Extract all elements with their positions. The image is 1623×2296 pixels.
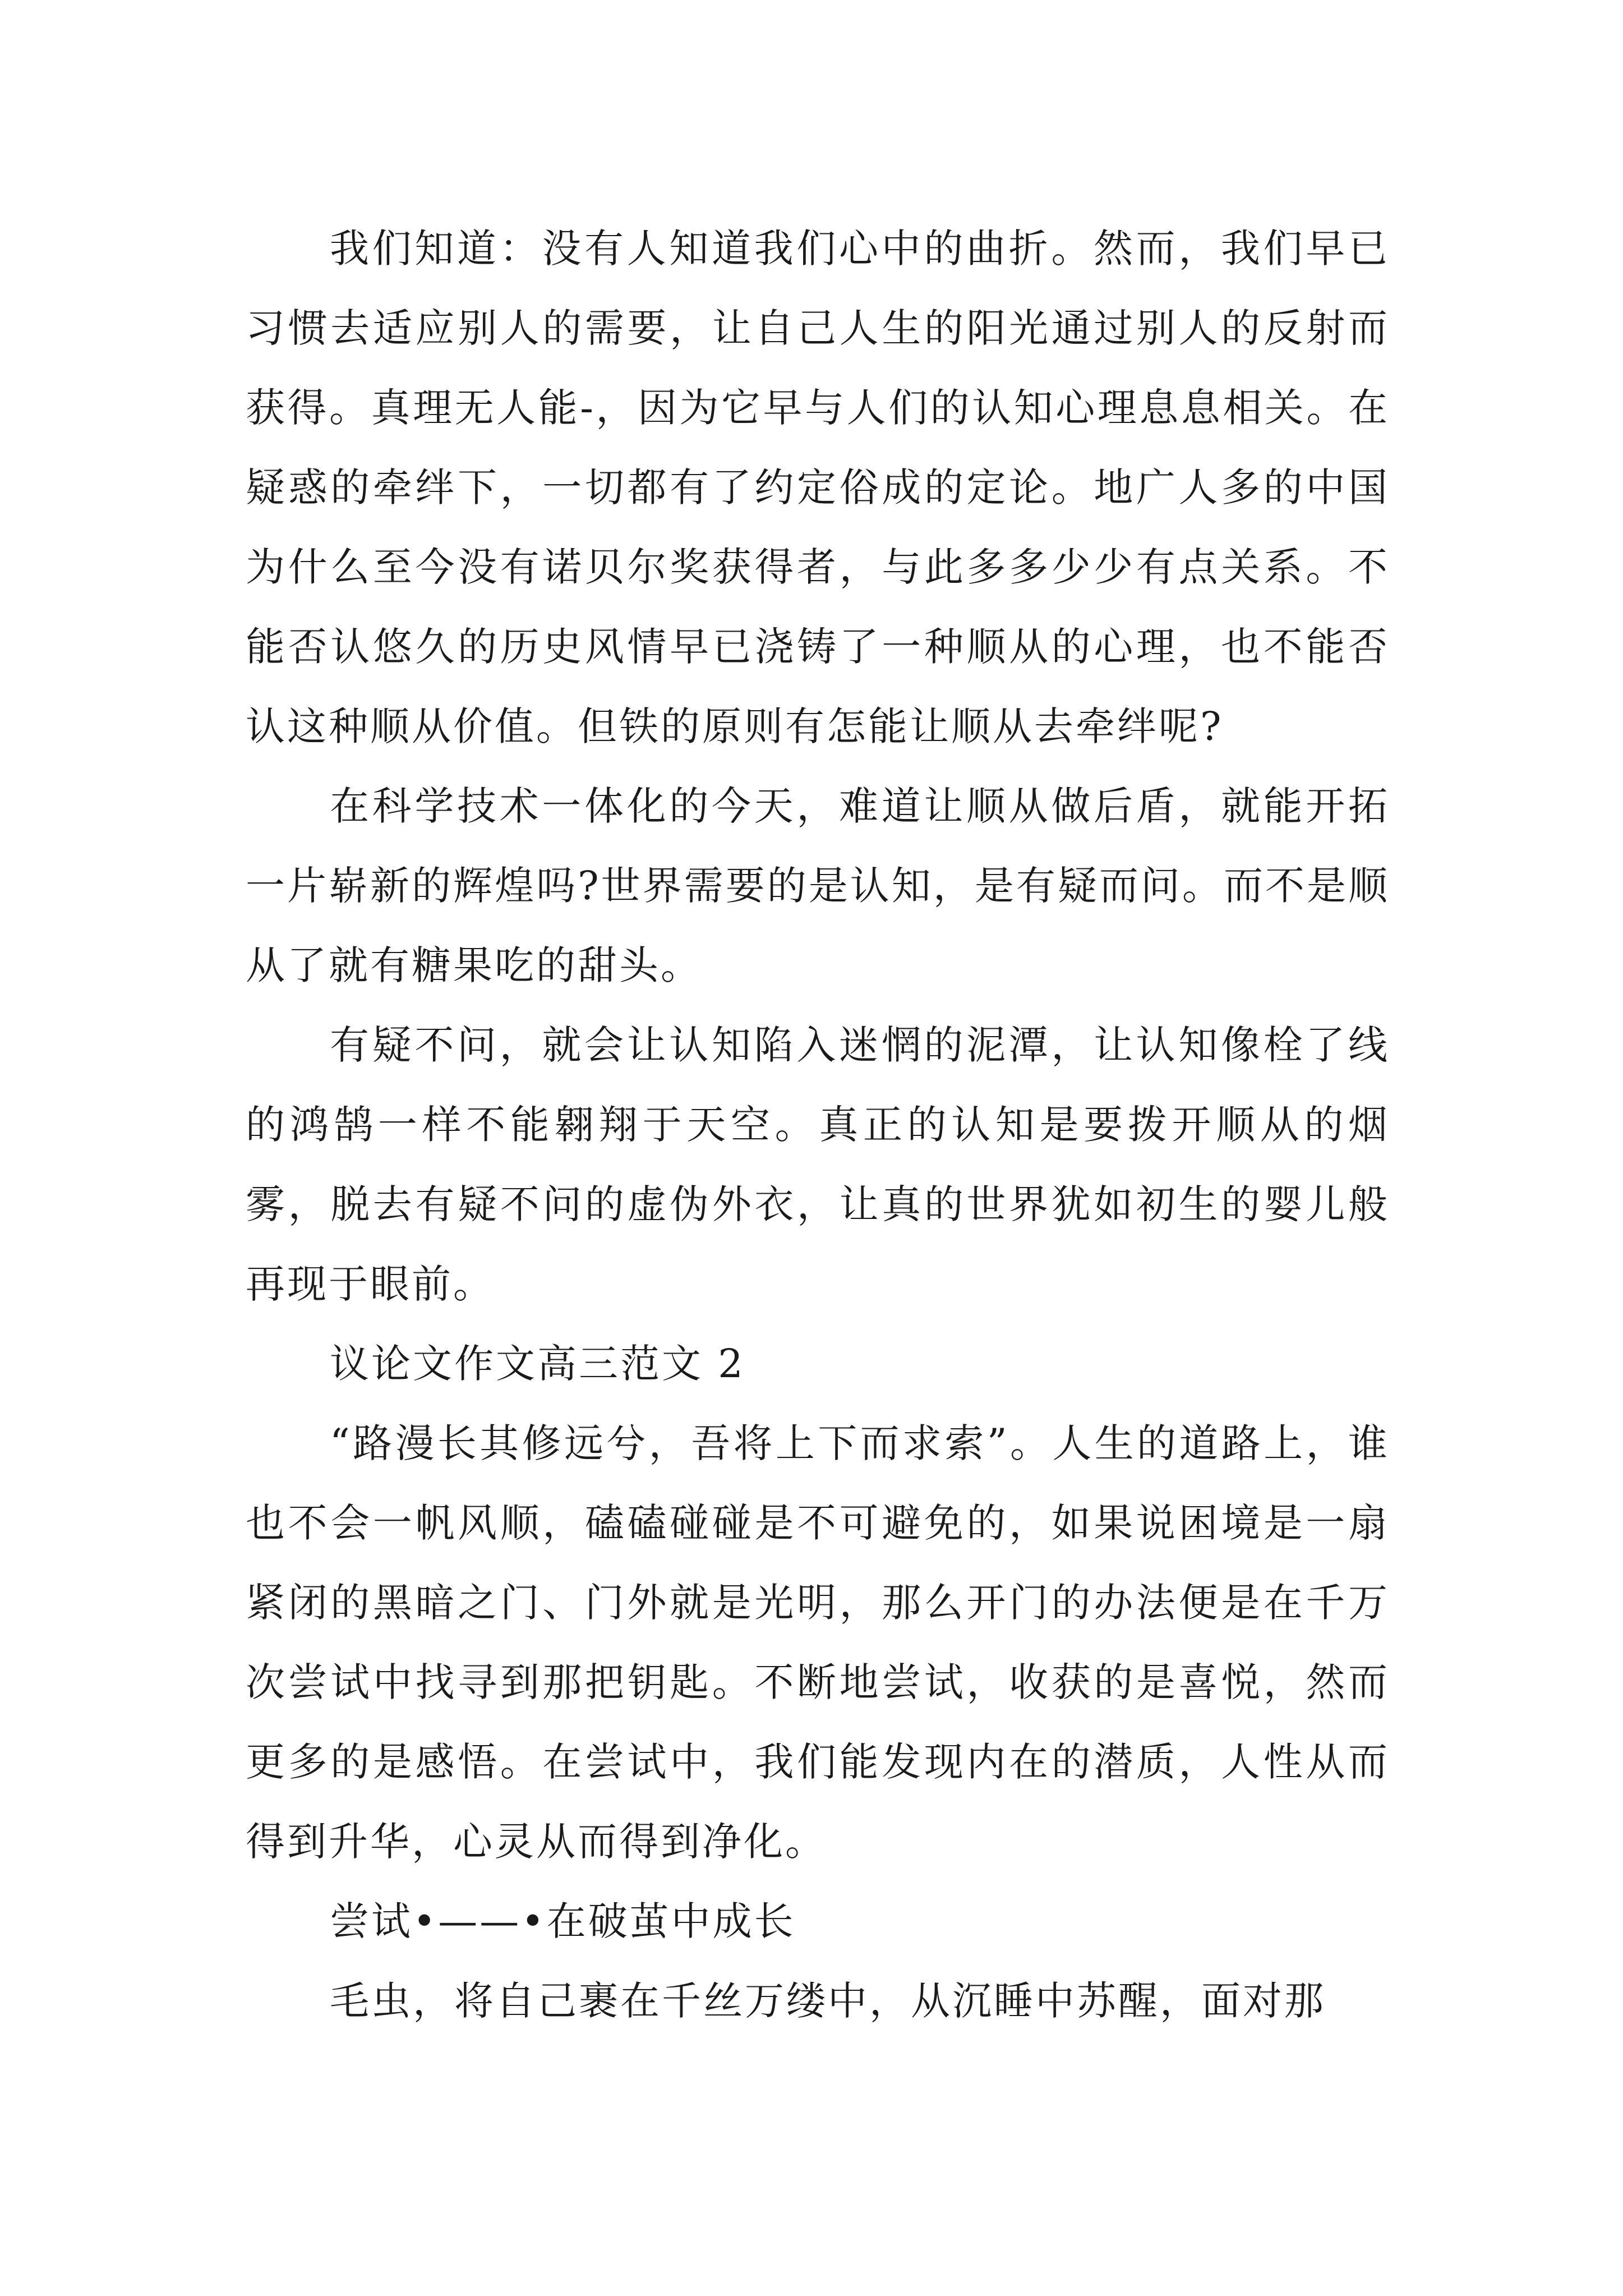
quote-paragraph: “路漫长其修远兮，吾将上下而求索”。人生的道路上，谁也不会一帆风顺，磕磕碰碰是不可避免的，如果说困境是一扇紧闭的黑暗之门、门外就是光明，那么开门的办法便是在千万次尝试中找寻到那把钥匙。不断地尝试，收获的是喜悦，然而更多的是感悟。在尝试中，我们能发现内在的潜质，人性从而得到升华，心灵从而得到净化。 xyxy=(246,1420,1390,1865)
subtitle: 尝试•——•在破茧中成长 xyxy=(330,1898,796,1944)
section-title: 议论文作文高三范文 2 xyxy=(330,1341,745,1387)
last-paragraph: 毛虫，将自己裹在千丝万缕中，从沉睡中苏醒，面对那 xyxy=(330,1978,1326,2024)
paragraph-1: 我们知道：没有人知道我们心中的曲折。然而，我们早已习惯去适应别人的需要，让自己人生的阳光通过别人的反射而获得。真理无人能-，因为它早与人们的认知心理息息相关。在疑惑的牵绊下，一切都有了约定俗成的定论。地广人多的中国为什么至今没有诺贝尔奖获得者，与此多多少少有点关系。不能否认悠久的历史风情早已浇铸了一种顺从的心理，也不能否认这种顺从价值。但铁的原则有怎能让顺从去牵绊呢? xyxy=(246,226,1390,749)
document-body xyxy=(246,209,1390,2041)
paragraph-3: 有疑不问，就会让认知陷入迷惘的泥潭，让认知像栓了线的鸿鹄一样不能翱翔于天空。真正的认知是要拨开顺从的烟雾，脱去有疑不问的虚伪外衣，让真的世界犹如初生的婴儿般再现于眼前。 xyxy=(246,1022,1390,1307)
paragraph-2: 在科学技术一体化的今天，难道让顺从做后盾，就能开拓一片崭新的辉煌吗?世界需要的是认知，是有疑而问。而不是顺从了就有糖果吃的甜头。 xyxy=(246,783,1390,988)
